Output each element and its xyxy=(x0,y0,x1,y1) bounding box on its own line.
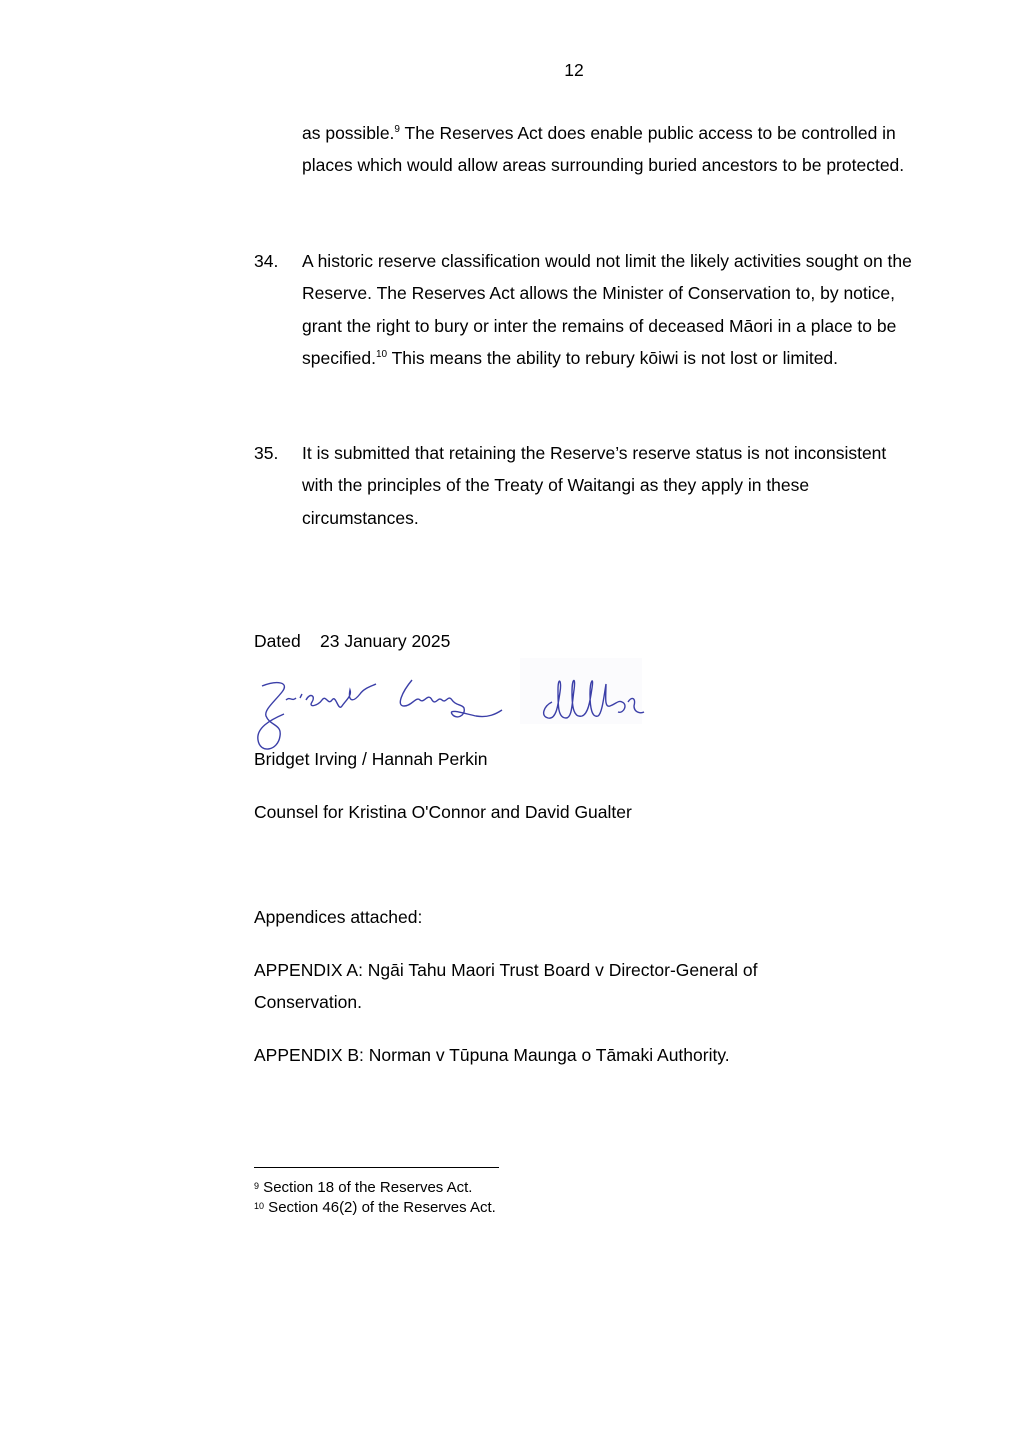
paragraph-text: A historic reserve classification would not limit the likely activities sought on the Reserve. The Reserves Act allows the Minister of Conservation to, by notice, grant the right to bury or inter the remains of deceased Māori in a place to be specified. xyxy=(302,251,912,368)
appendices-heading: Appendices attached: xyxy=(254,907,423,927)
dated-label: Dated xyxy=(254,631,301,651)
footnote-reference: 9 xyxy=(394,124,400,135)
handwritten-signatures xyxy=(252,656,652,756)
footnote-reference: 10 xyxy=(375,348,388,360)
paragraph-number: 34. xyxy=(254,251,279,271)
appendix-item: APPENDIX B: Norman v Tūpuna Maunga o Tāmaki Authority. xyxy=(254,1045,730,1065)
paragraph-35: It is submitted that retaining the Reserve’s reserve status is not inconsistent with the principles of the Treaty of Waitangi as they apply in these circumstances. xyxy=(302,443,887,528)
appendix-item: APPENDIX A: Ngāi Tahu Maori Trust Board v Director-General of Conservation. xyxy=(254,960,758,1013)
footnote xyxy=(254,1178,472,1197)
signatories: Bridget Irving / Hannah Perkin xyxy=(254,749,488,769)
paragraph-text: as possible. xyxy=(302,123,395,143)
paragraph-text: This means the ability to rebury kōiwi is not lost or limited. xyxy=(387,347,839,368)
paragraph-34 xyxy=(302,245,912,374)
page-number: 12 xyxy=(564,60,584,80)
counsel-for: Counsel for Kristina O'Connor and David Gualter xyxy=(254,802,632,822)
footnote xyxy=(254,1198,496,1217)
continued-paragraph xyxy=(302,117,912,182)
paragraph-number: 35. xyxy=(254,443,279,463)
footnote-marker: 10 xyxy=(254,1201,265,1211)
dated-value: 23 January 2025 xyxy=(320,631,451,651)
paragraph-text: The Reserves Act does enable public access to be controlled in places which would allow areas surrounding buried ancestors to be protected. xyxy=(302,123,905,176)
footnote-marker: 9 xyxy=(254,1181,260,1191)
footnote-text: Section 18 of the Reserves Act. xyxy=(259,1179,473,1196)
footnote-text: Section 46(2) of the Reserves Act. xyxy=(264,1199,496,1216)
footnote-separator xyxy=(254,1167,499,1168)
